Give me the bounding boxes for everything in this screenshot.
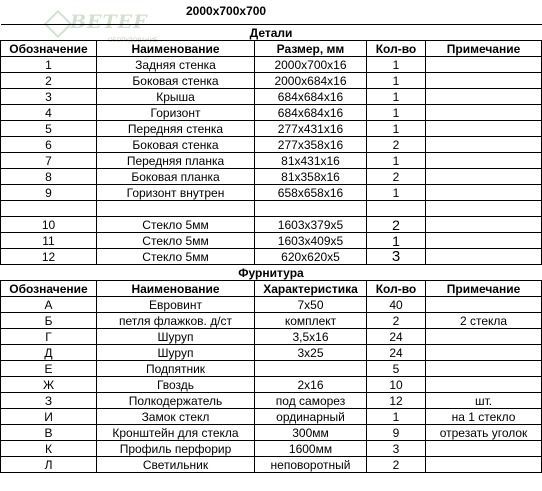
quantity-cell: 12 (367, 393, 426, 409)
hardware-table-row (1, 377, 542, 393)
size-cell: 620x620x5 (255, 249, 367, 265)
size-cell: ординарный (255, 409, 367, 425)
details-table-row (1, 185, 542, 201)
quantity-cell: 1 (367, 57, 426, 73)
details-table-row (1, 73, 542, 89)
quantity-cell: 1 (367, 89, 426, 105)
note-cell (426, 57, 542, 73)
size-cell: неповоротный (255, 457, 367, 473)
note-cell (426, 457, 542, 473)
size-cell: 81x358x16 (255, 169, 367, 185)
details-header-row (1, 41, 542, 57)
note-cell (426, 137, 542, 153)
size-cell: 81x431x16 (255, 153, 367, 169)
size-cell: 277x358x16 (255, 137, 367, 153)
quantity-cell: 24 (367, 329, 426, 345)
size-cell: 2000x684x16 (255, 73, 367, 89)
details-table-row (1, 105, 542, 121)
quantity-cell: 24 (367, 345, 426, 361)
name-cell: Евровинт (97, 297, 255, 313)
name-cell: Кронштейн для стекла (97, 425, 255, 441)
note-cell (426, 201, 542, 217)
designation-cell: А (1, 297, 97, 313)
hardware-table-row (1, 441, 542, 457)
name-cell: Передняя планка (97, 153, 255, 169)
hardware-table-row (1, 425, 542, 441)
hardware-header-note: Примечание (426, 281, 542, 297)
quantity-cell: 1 (367, 185, 426, 201)
note-cell: шт. (426, 393, 542, 409)
details-table-row (1, 137, 542, 153)
name-cell: петля флажков. д/ст (97, 313, 255, 329)
designation-cell: 7 (1, 153, 97, 169)
name-cell: Стекло 5мм (97, 217, 255, 233)
designation-cell: Б (1, 313, 97, 329)
hardware-table-row (1, 457, 542, 473)
note-cell (426, 121, 542, 137)
note-cell (426, 233, 542, 249)
name-cell: Гвоздь (97, 377, 255, 393)
note-cell (426, 105, 542, 121)
note-cell (426, 153, 542, 169)
name-cell: Задняя стенка (97, 57, 255, 73)
size-cell: 1600мм (255, 441, 367, 457)
note-cell (426, 185, 542, 201)
hardware-table-row (1, 329, 542, 345)
designation-cell: И (1, 409, 97, 425)
details-table-row (1, 57, 542, 73)
designation-cell: Ж (1, 377, 97, 393)
details-table-row (1, 169, 542, 185)
size-cell: 3,5x16 (255, 329, 367, 345)
hardware-header-row (1, 281, 542, 297)
name-cell: Подпятник (97, 361, 255, 377)
note-cell: отрезать уголок (426, 425, 542, 441)
note-cell (426, 297, 542, 313)
name-cell: Горизонт внутрен (97, 185, 255, 201)
note-cell (426, 329, 542, 345)
designation-cell: 2 (1, 73, 97, 89)
quantity-cell (367, 201, 426, 217)
name-cell: Передняя стенка (97, 121, 255, 137)
designation-cell: 5 (1, 121, 97, 137)
quantity-cell: 9 (367, 425, 426, 441)
hardware-table-row (1, 297, 542, 313)
designation-cell: Л (1, 457, 97, 473)
quantity-cell: 1 (367, 153, 426, 169)
name-cell: Стекло 5мм (97, 233, 255, 249)
designation-cell: 12 (1, 249, 97, 265)
details-table-row (1, 153, 542, 169)
designation-cell: 10 (1, 217, 97, 233)
quantity-cell: 40 (367, 297, 426, 313)
quantity-cell: 5 (367, 361, 426, 377)
hardware-section-title-cell: Фурнитура (1, 265, 542, 281)
details-table-row (1, 201, 542, 217)
hardware-table-row (1, 313, 542, 329)
details-table-row (1, 121, 542, 137)
details-header-quantity: Кол-во (367, 41, 426, 57)
size-cell: 684x684x16 (255, 105, 367, 121)
quantity-cell: 1 (367, 233, 426, 249)
name-cell: Горизонт (97, 105, 255, 121)
name-cell: Замок стекл (97, 409, 255, 425)
designation-cell: Д (1, 345, 97, 361)
name-cell: Боковая стенка (97, 73, 255, 89)
designation-cell (1, 201, 97, 217)
designation-cell: З (1, 393, 97, 409)
name-cell: Стекло 5мм (97, 249, 255, 265)
specification-table (0, 24, 542, 473)
size-cell: 7x50 (255, 297, 367, 313)
note-cell (426, 73, 542, 89)
size-cell: 300мм (255, 425, 367, 441)
hardware-table-row (1, 393, 542, 409)
size-cell: 277x431x16 (255, 121, 367, 137)
details-table-row (1, 217, 542, 233)
hardware-table-row (1, 361, 542, 377)
details-header-note: Примечание (426, 41, 542, 57)
note-cell: на 1 стекло (426, 409, 542, 425)
designation-cell: Е (1, 361, 97, 377)
name-cell: Боковая планка (97, 169, 255, 185)
quantity-cell: 2 (367, 313, 426, 329)
size-cell: под саморез (255, 393, 367, 409)
quantity-cell: 2 (367, 137, 426, 153)
note-cell (426, 441, 542, 457)
quantity-cell: 3 (367, 249, 426, 265)
designation-cell: 9 (1, 185, 97, 201)
name-cell: Светильник (97, 457, 255, 473)
details-table-row (1, 89, 542, 105)
quantity-cell: 1 (367, 409, 426, 425)
name-cell: Крыша (97, 89, 255, 105)
page-title: 2000x700x700 (186, 4, 267, 18)
details-header-designation: Обозначение (1, 41, 97, 57)
designation-cell: К (1, 441, 97, 457)
hardware-table-row (1, 409, 542, 425)
specification-body (1, 25, 542, 473)
details-table-row (1, 233, 542, 249)
note-cell (426, 345, 542, 361)
note-cell (426, 217, 542, 233)
details-section-title (1, 25, 542, 41)
designation-cell: 11 (1, 233, 97, 249)
note-cell (426, 377, 542, 393)
hardware-header-quantity: Кол-во (367, 281, 426, 297)
designation-cell: 6 (1, 137, 97, 153)
designation-cell: 8 (1, 169, 97, 185)
details-table-row (1, 249, 542, 265)
size-cell: 1603x379x5 (255, 217, 367, 233)
quantity-cell: 2 (367, 169, 426, 185)
designation-cell: 1 (1, 57, 97, 73)
quantity-cell: 10 (367, 377, 426, 393)
size-cell: 2x16 (255, 377, 367, 393)
name-cell: Профиль перфорир (97, 441, 255, 457)
note-cell: 2 стекла (426, 313, 542, 329)
size-cell: 3x25 (255, 345, 367, 361)
designation-cell: Г (1, 329, 97, 345)
name-cell: Шуруп (97, 345, 255, 361)
note-cell (426, 249, 542, 265)
name-cell: Шуруп (97, 329, 255, 345)
hardware-section-title (1, 265, 542, 281)
details-header-size: Размер, мм (255, 41, 367, 57)
quantity-cell: 2 (367, 217, 426, 233)
details-header-name: Наименование (97, 41, 255, 57)
size-cell: 2000x700x16 (255, 57, 367, 73)
note-cell (426, 169, 542, 185)
watermark-subtext: ОБОРУДОВАНИЕ (108, 38, 158, 44)
size-cell (255, 201, 367, 217)
size-cell: 1603x409x5 (255, 233, 367, 249)
note-cell (426, 89, 542, 105)
name-cell (97, 201, 255, 217)
designation-cell: 3 (1, 89, 97, 105)
name-cell: Полкодержатель (97, 393, 255, 409)
note-cell (426, 361, 542, 377)
watermark-text: BETEF (70, 11, 148, 33)
designation-cell: В (1, 425, 97, 441)
size-cell: комплект (255, 313, 367, 329)
hardware-header-designation: Обозначение (1, 281, 97, 297)
details-section-title-cell: Детали (1, 25, 542, 41)
hardware-header-name: Наименование (97, 281, 255, 297)
hardware-header-size: Характеристика (255, 281, 367, 297)
quantity-cell: 1 (367, 121, 426, 137)
size-cell: 658x658x16 (255, 185, 367, 201)
hardware-table-row (1, 345, 542, 361)
quantity-cell: 1 (367, 105, 426, 121)
designation-cell: 4 (1, 105, 97, 121)
quantity-cell: 3 (367, 441, 426, 457)
quantity-cell: 1 (367, 73, 426, 89)
size-cell (255, 361, 367, 377)
name-cell: Боковая стенка (97, 137, 255, 153)
size-cell: 684x684x16 (255, 89, 367, 105)
quantity-cell: 2 (367, 457, 426, 473)
